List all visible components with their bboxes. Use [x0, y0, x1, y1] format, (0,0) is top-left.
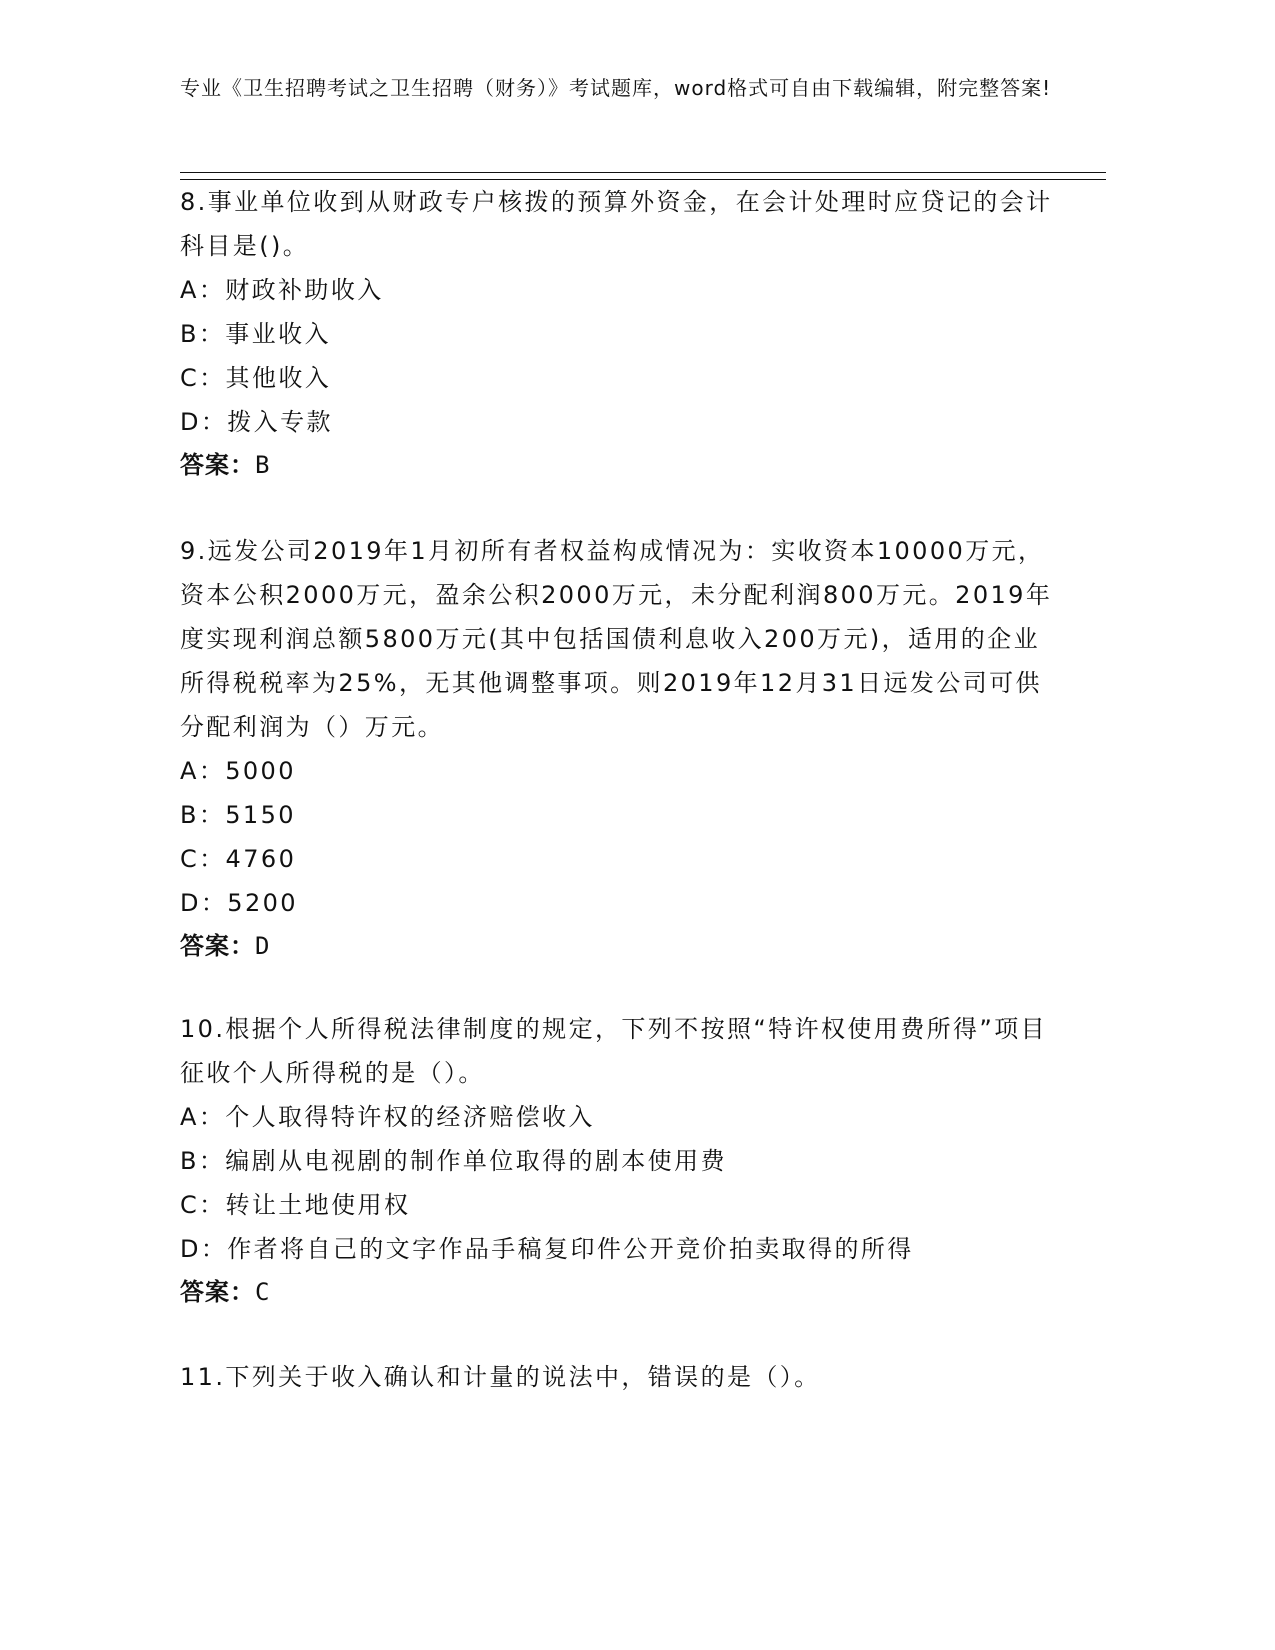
- question-stem: 10.根据个人所得税法律制度的规定，下列不按照“特许权使用费所得”项目征收个人所得税的是（）。: [180, 1015, 1048, 1087]
- option-c: C：其他收入: [180, 364, 332, 392]
- question-stem: 9.远发公司2019年1月初所有者权益构成情况为：实收资本10000万元，资本公积2000万元，盈余公积2000万元，未分配利润800万元。2019年度实现利润总额5800万元(其中包括国债利息收入200万元)，适用的企业所得税税率为25%，无其他调整事项。则2019年12月31日远发公司可供分配利润为（）万元。: [180, 537, 1053, 741]
- answer-line: [180, 925, 1060, 967]
- option-b: B：5150: [180, 801, 296, 829]
- option-b: B：事业收入: [180, 320, 331, 348]
- answer-value: B: [255, 451, 271, 479]
- option-d: D：作者将自己的文字作品手稿复印件公开竞价拍卖取得的所得: [180, 1235, 914, 1263]
- answer-line: [180, 444, 1060, 486]
- header-divider-top: [180, 172, 1106, 173]
- option-a: A：个人取得特许权的经济赔偿收入: [180, 1103, 595, 1131]
- answer-value: C: [255, 1278, 271, 1306]
- option-a: A：5000: [180, 757, 296, 785]
- question-11: [180, 1355, 1060, 1399]
- option-d: D：5200: [180, 889, 298, 917]
- option-c: C：4760: [180, 845, 297, 873]
- option-a: A：财政补助收入: [180, 276, 384, 304]
- question-9: [180, 529, 1060, 967]
- option-d: D：拨入专款: [180, 408, 333, 436]
- answer-label: 答案：: [180, 1278, 255, 1306]
- answer-label: 答案：: [180, 932, 255, 960]
- option-c: C：转让土地使用权: [180, 1191, 411, 1219]
- option-b: B：编剧从电视剧的制作单位取得的剧本使用费: [180, 1147, 727, 1175]
- question-stem: 11.下列关于收入确认和计量的说法中，错误的是（）。: [180, 1363, 821, 1391]
- answer-value: D: [255, 932, 271, 960]
- question-10: [180, 1007, 1060, 1313]
- document-header: 专业《卫生招聘考试之卫生招聘（财务）》考试题库，word格式可自由下载编辑，附完整答案!: [180, 76, 1052, 100]
- question-stem: 8.事业单位收到从财政专户核拨的预算外资金，在会计处理时应贷记的会计科目是()。: [180, 188, 1053, 260]
- answer-line: [180, 1271, 1060, 1313]
- question-8: [180, 180, 1060, 486]
- answer-label: 答案：: [180, 451, 255, 479]
